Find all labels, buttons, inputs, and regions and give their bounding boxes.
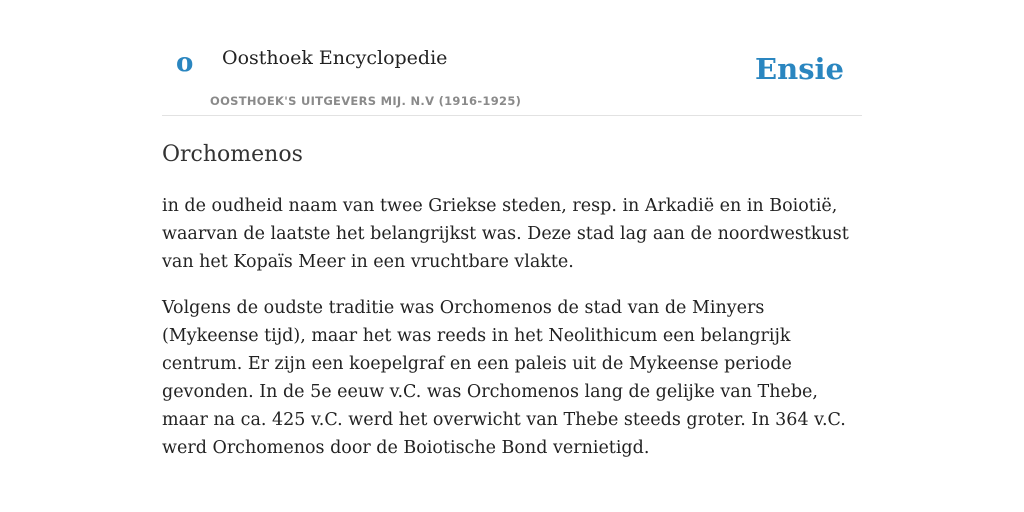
publication-logo-icon[interactable]: o: [176, 48, 194, 78]
article-paragraph: in de oudheid naam van twee Griekse steden, resp. in Arkadië en in Boiotië, waarvan de laatste het belangrijkst was. Deze stad lag aan de noordwestkust van het Kopaïs Meer in een vruchtbare vlakte.: [162, 196, 849, 272]
article-paragraph: Volgens de oudste traditie was Orchomenos de stad van de Minyers (Mykeense tijd), maar het was reeds in het Neolithicum een belangrijk centrum. Er zijn een koepelgraf en een paleis uit de Mykeense periode gevonden. In de 5e eeuw v.C. was Orchomenos lang de gelijke van Thebe, maar na ca. 425 v.C. werd het overwicht van Thebe steeds groter. In 364 v.C. werd Orchomenos door de Boiotische Bond vernietigd.: [162, 298, 846, 458]
article-title: Orchomenos: [162, 142, 303, 167]
brand-logo[interactable]: Ensie: [755, 52, 844, 86]
article-body: [162, 192, 862, 462]
header: [162, 0, 862, 116]
publication-title[interactable]: Oosthoek Encyclopedie: [222, 47, 448, 69]
content-container: [162, 0, 862, 480]
publisher-line: OOSTHOEK'S UITGEVERS MIJ. N.V (1916-1925): [210, 94, 522, 108]
